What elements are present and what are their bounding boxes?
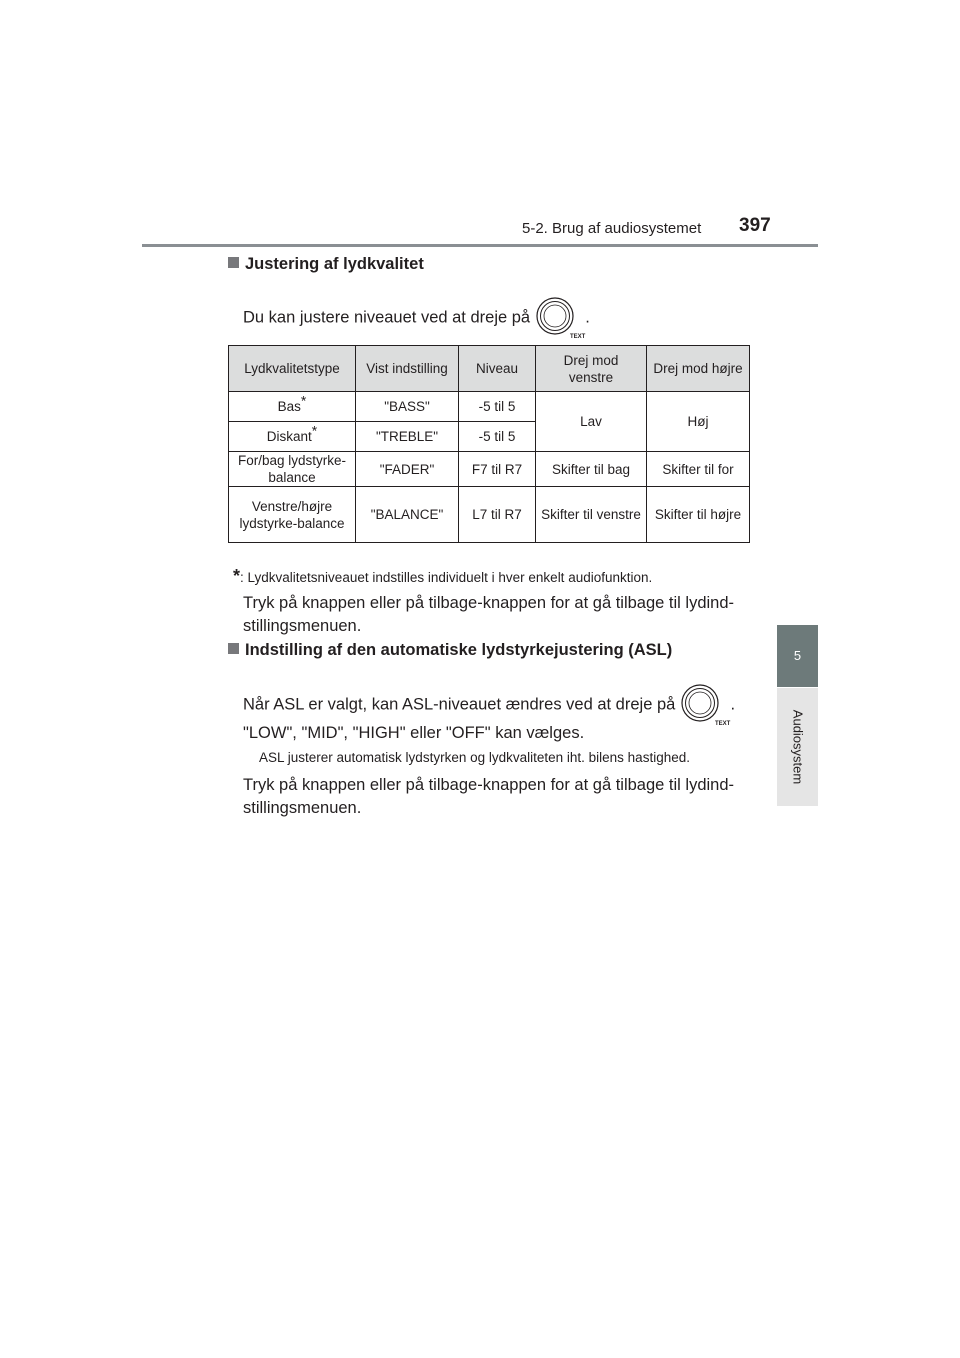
- table-header-cell: Drej mod venstre: [536, 346, 647, 392]
- svg-text:TEXT: TEXT: [714, 721, 731, 727]
- table-cell: F7 til R7: [459, 452, 536, 487]
- table-cell: -5 til 5: [459, 392, 536, 422]
- header-divider: [142, 244, 818, 247]
- chapter-tab-text: Audiosystem: [790, 709, 805, 785]
- table-header-cell: Lydkvalitetstype: [229, 346, 356, 392]
- table-cell: Diskant*: [229, 422, 356, 452]
- page-number: 397: [739, 215, 771, 236]
- table-row: [229, 392, 750, 422]
- table-cell: Høj: [647, 392, 750, 452]
- table-header-cell: Niveau: [459, 346, 536, 392]
- chapter-tab-label: [777, 688, 818, 806]
- table-header-row: [229, 346, 750, 392]
- table-cell: Skifter til højre: [647, 487, 750, 543]
- asterisk-mark: *: [311, 422, 318, 439]
- table-cell: Skifter til for: [647, 452, 750, 487]
- table-cell: Lav: [536, 392, 647, 452]
- text-dial-icon: [680, 683, 731, 727]
- square-bullet-icon: [228, 643, 239, 654]
- svg-text:TEXT: TEXT: [569, 334, 586, 340]
- chapter-tab-number: 5: [777, 625, 818, 687]
- table-cell: "TREBLE": [356, 422, 459, 452]
- back-instruction-2: Tryk på knappen eller på tilbage-knappen for at gå tilbage til lydind-stillingsmenuen.: [243, 776, 735, 817]
- table-footnote: *: Lydkvalitetsniveauet indstilles individuelt i hver enkelt audiofunktion.: [233, 566, 653, 586]
- sound-quality-intro: Du kan justere niveauet ved at dreje på TEXT .: [243, 296, 590, 340]
- table-row: [229, 452, 750, 487]
- section-title: 5-2. Brug af audiosystemet: [522, 220, 702, 237]
- table-header-cell: Vist indstilling: [356, 346, 459, 392]
- back-instruction-1: Tryk på knappen eller på tilbage-knappen for at gå tilbage til lydind-stillingsmenuen.: [243, 594, 735, 635]
- text-dial-icon: [535, 296, 586, 340]
- footnote-asterisk: *: [233, 566, 241, 586]
- table-cell: For/bag lydstyrke-balance: [229, 452, 356, 487]
- asterisk-mark: *: [300, 392, 307, 409]
- square-bullet-icon: [228, 257, 239, 268]
- asl-note: ASL justerer automatisk lydstyrken og lydkvaliteten iht. bilens hastighed.: [259, 750, 690, 765]
- table-cell: "FADER": [356, 452, 459, 487]
- sound-quality-table: [228, 345, 750, 543]
- table-row: [229, 487, 750, 543]
- table-cell: L7 til R7: [459, 487, 536, 543]
- table-header-cell: Drej mod højre: [647, 346, 750, 392]
- asl-options: "LOW", "MID", "HIGH" eller "OFF" kan vælges.: [243, 724, 585, 742]
- table-cell: -5 til 5: [459, 422, 536, 452]
- table-cell: Bas*: [229, 392, 356, 422]
- table-cell: Skifter til venstre: [536, 487, 647, 543]
- section-heading-asl: Indstilling af den automatiske lydstyrkejustering (ASL): [228, 641, 672, 660]
- table-cell: Venstre/højre lydstyrke-balance: [229, 487, 356, 543]
- table-cell: Skifter til bag: [536, 452, 647, 487]
- section-heading-sound-quality: Justering af lydkvalitet: [228, 255, 424, 274]
- asl-intro: Når ASL er valgt, kan ASL-niveauet ændres ved at dreje på TEXT .: [243, 683, 735, 727]
- table-cell: "BASS": [356, 392, 459, 422]
- table-cell: "BALANCE": [356, 487, 459, 543]
